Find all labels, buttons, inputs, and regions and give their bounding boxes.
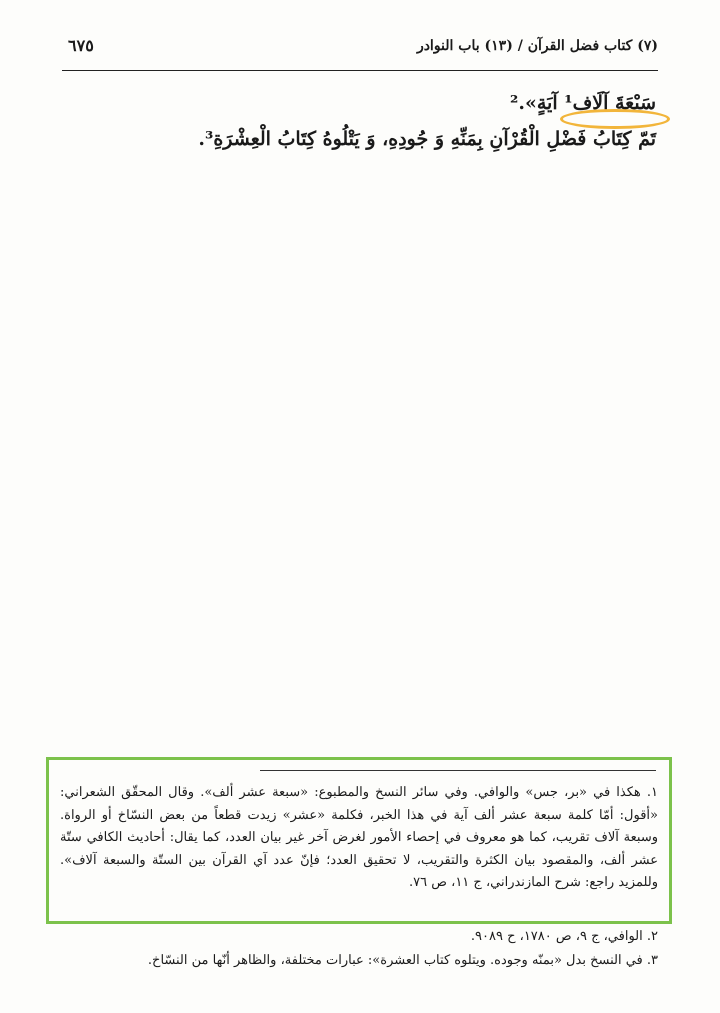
highlighted-phrase [510, 88, 656, 118]
footnote-2: ٢. الوافي، ج ٩، ص ١٧٨٠، ح ٩٠٨٩. [470, 929, 658, 944]
line-1-text: سَبْعَةَ آلَافِ¹ آيَةٍ».² [510, 92, 656, 114]
main-text [96, 88, 656, 154]
footnote-1 [60, 782, 658, 895]
footnote-1-text: ١. هكذا في «بر، جس» والوافي. وفي سائر النسخ والمطبوع: «سبعة عشر ألف». وقال المحقّق الشعراني: «أقول: أمّا كلمة سبعة عشر ألف آية في هذا الخبر، فكلمة «عشر» زيدت قطعاً من بعض النسّاخ أو الرواة. وسبعة آلاف تقريب، كما هو معروف في إحصاء الأمور لغرض آخر غير بيان العدد، كما يقال: أحاديث الكافي ستّة عشر ألف، والمقصود بيان الكثرة والتقريب، لا تحقيق العدد؛ فإنّ عدد آي القرآن بين الستّة والسبعة آلاف». وللمزيد راجع: شرح المازندراني، ج ١١، ص ٧٦. [60, 785, 658, 891]
page-number: ٦٧٥ [68, 36, 94, 55]
verse-line-1 [96, 88, 656, 118]
running-title: (٧) كتاب فضل القرآن / (١٣) باب النوادر [416, 38, 658, 54]
highlight-ellipse [560, 109, 670, 129]
footnote-3: ٣. في النسخ بدل «بمنّه وجوده. ويتلوه كتاب العشرة»: عبارات مختلفة، والظاهر أنّها من النسّاخ. [147, 953, 658, 968]
page-header [62, 30, 658, 71]
verse-line-2: تَمّ كِتَابُ فَضْلِ الْقُرْآنِ بِمَنِّهِ وَ جُودِهِ، وَ يَتْلُوهُ كِتَابُ الْعِشْرَةِ³. [198, 128, 656, 150]
